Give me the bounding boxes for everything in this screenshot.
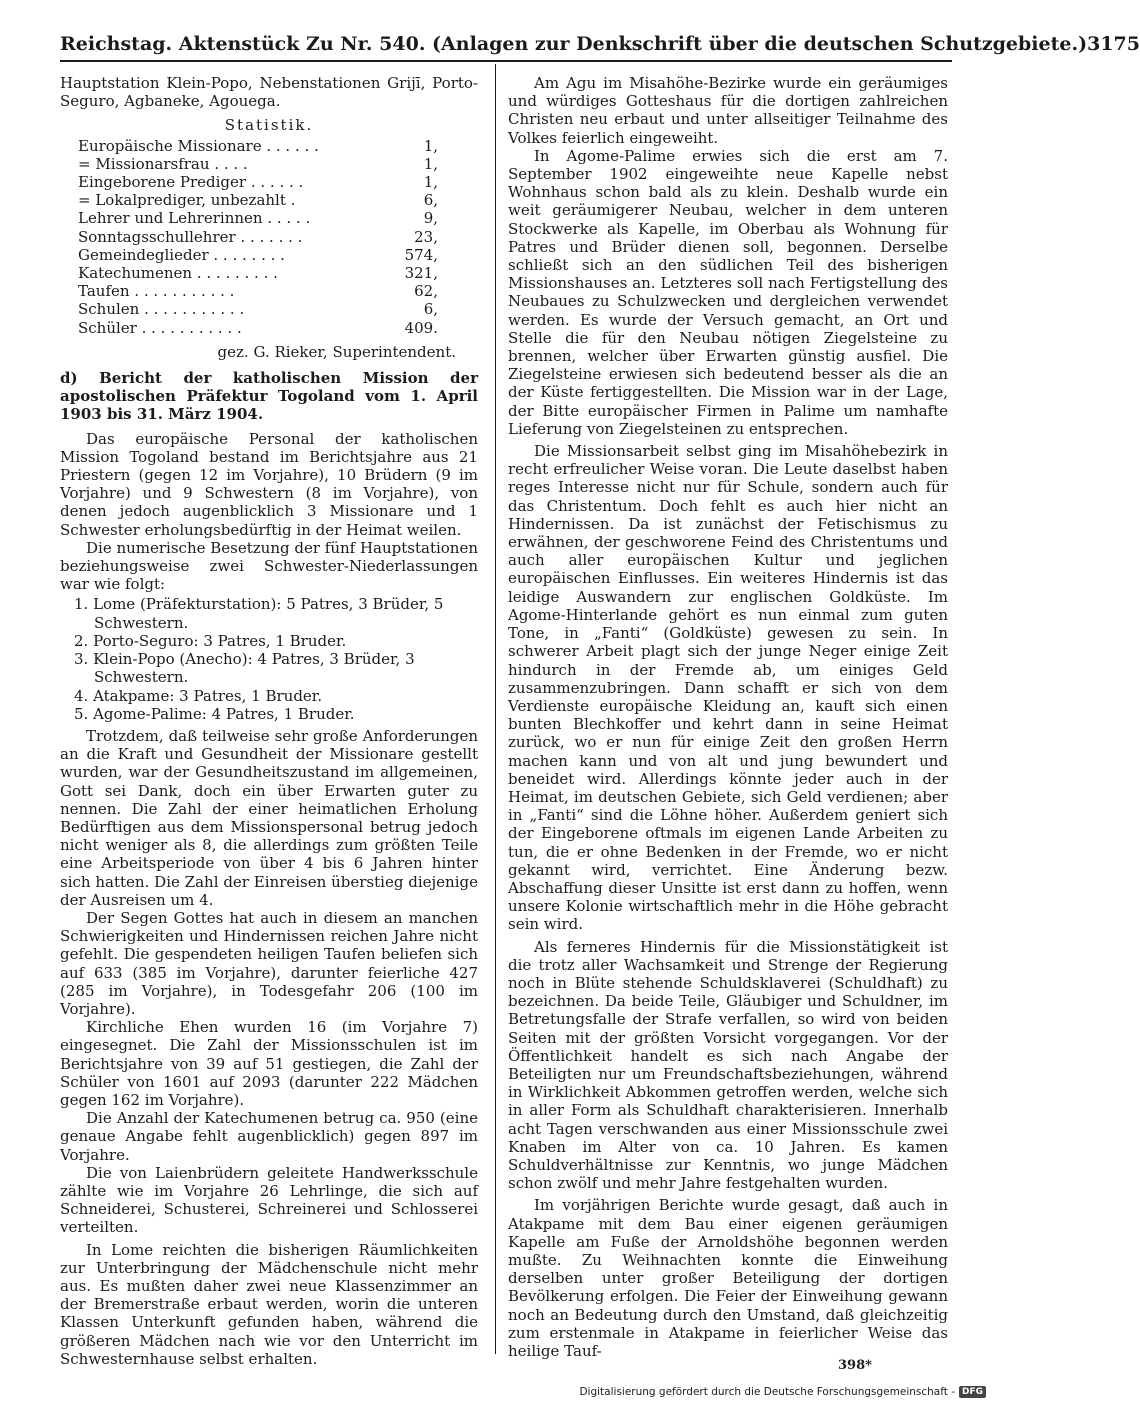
station-staff-list — [60, 595, 478, 722]
column-divider — [495, 64, 496, 1354]
stat-label: Sonntagsschullehrer . . . . . . . — [78, 227, 303, 246]
paragraph: In Lome reichten die bisherigen Räumlichkeiten zur Unterbringung der Mädchenschule nicht mehr aus. Es mußten daher zwei neue Klassenzimmer an der Bremerstraße erbaut werden, worin die unteren Klassen Unterkunft gefunden haben, während die größeren Mädchen nach wie vor den Unterricht im Schwesternhause selbst erhalten. — [60, 1240, 478, 1368]
stat-row — [78, 137, 438, 155]
stat-row — [78, 264, 438, 282]
stat-label: = Lokalprediger, unbezahlt . — [78, 191, 296, 210]
header-rule — [60, 60, 952, 62]
dfg-logo: DFG — [959, 1386, 986, 1398]
paragraph: Als ferneres Hindernis für die Missionstätigkeit ist die trotz aller Wachsamkeit und Strenge der Regierung noch in Blüte stehende Schuldsklaverei (Schuldhaft) zu bezeichnen. Da beide Teile, Gläubiger und Schuldner, im Betretungsfalle der Strafe verfallen, so wird von beiden Seiten mit der größten Vorsicht vorgegangen. Vor der Öffentlichkeit handelt es sich nach Angabe der Beteiligten nur um Freundschaftsbeziehungen, während in Wirklichkeit Abkommen getroffen werden, welche sich in aller Form als Schuldhaft charakterisieren. Innerhalb acht Tagen verschwanden aus einer Missionsschule zwei Knaben im Alter von ca. 10 Jahren. Es kamen Schuldverhältnisse zur Kenntnis, wo junge Mädchen schon zwölf und mehr Jahre festgehalten wurden. — [508, 937, 948, 1193]
stat-value: 6, — [423, 300, 438, 319]
paragraph: Im vorjährigen Berichte wurde gesagt, daß auch in Atakpame mit dem Bau einer eigenen geräumigen Kapelle am Fuße der Arnoldshöhe begonnen werden mußte. Zu Weihnachten konnte die Einweihung derselben unter großer Beteiligung der dortigen Bevölkerung erfolgen. Die Feier der Einweihung gewann noch an Bedeutung durch den Umstand, daß gleichzeitig zum erstenmale in Atakpame in feierlicher Weise das heilige Tauf- — [508, 1196, 948, 1361]
stat-label: Katechumenen . . . . . . . . . — [78, 264, 278, 283]
right-column — [508, 74, 948, 1360]
stat-label: Schulen . . . . . . . . . . . — [78, 300, 245, 319]
footer-text: Digitalisierung gefördert durch die Deutsche Forschungsgemeinschaft - — [579, 1386, 955, 1398]
paragraph: Der Segen Gottes hat auch in diesem an manchen Schwierigkeiten und Hindernissen reichen Jahre nicht gefehlt. Die gespendeten heiligen Taufen beliefen sich auf 633 (385 im Vorjahre), darunter feierliche 427 (285 im Vorjahre), in Todesgefahr 206 (100 im Vorjahre). — [60, 908, 478, 1018]
statistics-heading: Statistik. — [224, 116, 314, 135]
stat-value: 62, — [414, 282, 438, 301]
list-item: 5. Agome-Palime: 4 Patres, 1 Bruder. — [74, 704, 355, 723]
stat-value: 574, — [404, 245, 438, 264]
paragraph: In Agome-Palime erwies sich die erst am 7. September 1902 eingeweihte neue Kapelle nebst Wohnhaus schon bald als zu klein. Deshalb wurde ein weit geräumigerer Neubau, welcher in dem unteren Stockwerke als Kapelle, im Oberbau als Wohnung für Patres und Brüder dienen soll, begonnen. Derselbe schließt sich an den südlichen Teil des bisherigen Missionshauses an. Letzteres soll nach Fertigstellung des Neubaues zu Schulzwecken und dergleichen verwendet werden. Es wurde der Versuch gemacht, an Ort und Stelle die für den Neubau nötigen Ziegelsteine zu brennen, welcher über Erwarten günstig ausfiel. Die Ziegelsteine erwiesen sich bedeutend besser als die an der Küste fertiggestellten. Die Mission war in der Lage, der Bitte europäischer Firmen in Palime um namhafte Lieferung von Ziegelsteinen zu entsprechen. — [508, 146, 948, 438]
paragraph: Trotzdem, daß teilweise sehr große Anforderungen an die Kraft und Gesundheit der Missionare gestellt wurden, war der Gesundheitszustand im allgemeinen, Gott sei Dank, doch ein über Erwarten guter zu nennen. Die Zahl der einer heimatlichen Erholung Bedürftigen aus dem Missionspersonal betrug jedoch nicht weniger als 8, die allerdings zum größten Teile eine Arbeitsperiode von über 4 bis 6 Jahren hinter sich hatten. Die Zahl der Einreisen überstieg diejenige der Ausreisen um 4. — [60, 726, 478, 909]
paragraph: Das europäische Personal der katholischen Mission Togoland bestand im Berichtsjahre aus 21 Priestern (gegen 12 im Vorjahre), 10 Brüdern (9 im Vorjahre) und 9 Schwestern (8 im Vorjahre), von denen jedoch augenblicklich 3 Missionare und 1 Schwester erholungsbedürftig in der Heimat weilen. — [60, 429, 478, 539]
left-column — [60, 74, 478, 1368]
stat-label: Eingeborene Prediger . . . . . . — [78, 173, 304, 192]
list-item: 1. Lome (Präfekturstation): 5 Patres, 3 Brüder, 5 Schwestern. — [74, 595, 444, 632]
header-title: Reichstag. Aktenstück Zu Nr. 540. (Anlagen zur Denkschrift über die deutschen Schutzgebiete.) — [60, 33, 1088, 55]
stat-value: 321, — [404, 264, 438, 283]
list-item: 3. Klein-Popo (Anecho): 4 Patres, 3 Brüder, 3 Schwestern. — [74, 650, 415, 687]
stat-value: 6, — [423, 191, 438, 210]
stat-row — [78, 191, 438, 209]
paragraph: Die von Laienbrüdern geleitete Handwerksschule zählte wie im Vorjahre 26 Lehrlinge, die sich auf Schneiderei, Schusterei, Schreinerei und Schlosserei verteilten. — [60, 1163, 478, 1237]
stat-value: 409. — [404, 318, 438, 337]
footer — [579, 1386, 986, 1398]
signature: gez. G. Rieker, Superintendent. — [217, 342, 456, 361]
statistics-table — [78, 137, 438, 337]
stat-label: = Missionarsfrau . . . . — [78, 154, 248, 173]
stat-value: 1, — [423, 136, 438, 155]
list-item: 4. Atakpame: 3 Patres, 1 Bruder. — [74, 686, 323, 705]
stat-row — [78, 155, 438, 173]
stat-label: Europäische Missionare . . . . . . — [78, 136, 319, 155]
paragraph: Die Missionsarbeit selbst ging im Misahöhebezirk in recht erfreulicher Weise voran. Die Leute daselbst haben reges Interesse nicht nur für Schule, sondern auch für das Christentum. Doch fehlt es auch hier nicht an Hindernissen. Da ist zunächst der Fetischismus zu erwähnen, der geschworene Feind des Christentums und auch aller europäischen Kultur und jeglichen europäischen Einflusses. Ein weiteres Hindernis ist das leidige Auswandern zur englischen Goldküste. Im Agome-Hinterlande gehört es nun einmal zum guten Tone, in „Fanti“ (Goldküste) gewesen zu sein. In schwerer Arbeit plagt sich der junge Neger einige Zeit hindurch in der Fremde ab, um einiges Geld zusammenzubringen. Dann schafft er sich von dem Verdienste europäische Kleidung an, kauft sich einen bunten Blechkoffer und kehrt dann in seine Heimat zurück, wo er nun für einige Zeit den großen Herrn machen kann und von alt und jung bewundert und beneidet wird. Allerdings könnte jeder auch in der Heimat, im deutschen Gebiete, sich Geld verdienen; aber in „Fanti“ sind die Löhne höher. Außerdem geniert sich der Eingeborene oftmals im eigenen Lande Arbeiten zu tun, die er ohne Bedenken in der Fremde, wo er nicht gekannt wird, verrichtet. Eine Änderung bezw. Abschaffung dieser Unsitte ist erst dann zu hoffen, wenn unsere Kolonie wirtschaftlich mehr in die Höhe gebracht sein wird. — [508, 442, 948, 934]
paragraph: Die Anzahl der Katechumenen betrug ca. 950 (eine genaue Angabe fehlt augenblicklich) gegen 897 im Vorjahre. — [60, 1109, 478, 1164]
stat-value: 1, — [423, 154, 438, 173]
stat-label: Lehrer und Lehrerinnen . . . . . — [78, 209, 311, 228]
page-number: 3175 — [1087, 33, 1140, 55]
stat-label: Schüler . . . . . . . . . . . — [78, 318, 242, 337]
stat-row — [78, 300, 438, 318]
stat-row — [78, 282, 438, 300]
station-list: Hauptstation Klein-Popo, Nebenstationen Grijī, Porto-Seguro, Agbaneke, Agouega. — [60, 74, 478, 111]
stat-row — [78, 319, 438, 337]
list-item: 2. Porto-Seguro: 3 Patres, 1 Bruder. — [74, 631, 347, 650]
stat-value: 9, — [423, 209, 438, 228]
paragraph: Am Agu im Misahöhe-Bezirke wurde ein geräumiges und würdiges Gotteshaus für die dortigen zahlreichen Christen neu erbaut und unter allseitiger Teilnahme des Volkes feierlich eingeweiht. — [508, 74, 948, 147]
paragraph: Die numerische Besetzung der fünf Hauptstationen beziehungsweise zwei Schwester-Niederlassungen war wie folgt: — [60, 538, 479, 594]
stat-value: 1, — [423, 173, 438, 192]
stat-label: Taufen . . . . . . . . . . . — [78, 282, 235, 301]
stat-value: 23, — [414, 227, 438, 246]
stat-row — [78, 173, 438, 191]
stat-row — [78, 228, 438, 246]
section-title: d) Bericht der katholischen Mission der apostolischen Präfektur Togoland vom 1. April 1903 bis 31. März 1904. — [60, 369, 478, 424]
stat-row — [78, 209, 438, 227]
stat-label: Gemeindeglieder . . . . . . . . — [78, 245, 285, 264]
paragraph: Kirchliche Ehen wurden 16 (im Vorjahre 7) eingesegnet. Die Zahl der Missionsschulen ist im Berichtsjahre von 39 auf 51 gestiegen, die Zahl der Schüler von 1601 auf 2093 (darunter 222 Mädchen gegen 162 im Vorjahre). — [60, 1018, 478, 1109]
stat-row — [78, 246, 438, 264]
running-header — [60, 32, 1140, 56]
sheet-number: 398* — [838, 1358, 872, 1373]
